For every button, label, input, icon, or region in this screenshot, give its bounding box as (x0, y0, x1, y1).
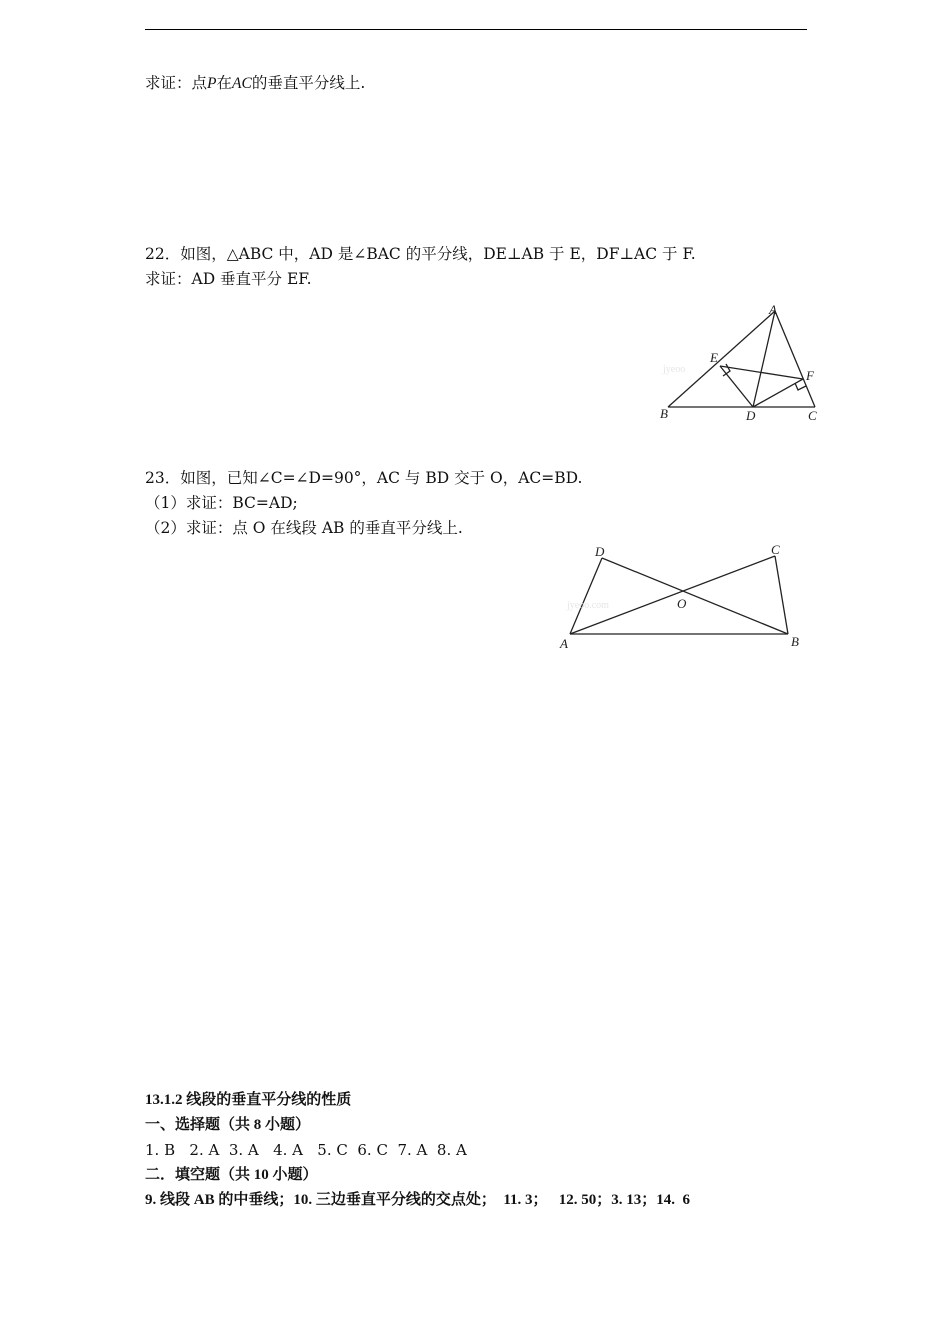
segment-ad (570, 558, 602, 634)
label-a: A (769, 302, 777, 317)
label-c: C (808, 408, 817, 423)
q23-watermark: jyeoo.com (567, 600, 609, 611)
point-p: P (207, 75, 217, 92)
answers-section-fill: 二．填空题（共 10 小题） (145, 1167, 318, 1183)
segment-cb (775, 556, 788, 634)
label-c: C (771, 542, 780, 557)
q23-figure (555, 538, 810, 656)
answers-fill: 9. 线段 AB 的中垂线；10. 三边垂直平分线的交点处； 11. 3； 12. 50；3. 13；14. 6 (145, 1192, 691, 1208)
q22-watermark: jyeoo (663, 364, 686, 375)
answers-choices: 1. B 2. A 3. A 4. A 5. C 6. C 7. A 8. A (145, 1141, 467, 1159)
label-a: A (560, 636, 568, 651)
q23-part1: （1）求证：BC=AD; (145, 494, 298, 512)
right-angle-f (795, 383, 806, 390)
label-d: D (746, 408, 756, 423)
label-b: B (791, 634, 799, 649)
side-ba (668, 311, 775, 407)
segment-ac (570, 556, 775, 634)
q22-statement: 22．如图，△ABC 中，AD 是∠BAC 的平分线，DE⊥AB 于 E，DF⊥AC 于 F. (145, 245, 696, 263)
side-ac (775, 311, 815, 407)
q23-part2: （2）求证：点 O 在线段 AB 的垂直平分线上. (145, 519, 463, 537)
header-rule (145, 29, 807, 30)
segment-ad (753, 311, 775, 407)
label-o: O (677, 596, 687, 611)
answers-title: 13.1.2 线段的垂直平分线的性质 (145, 1092, 352, 1108)
q22-figure (655, 300, 830, 430)
q22-prove: 求证：AD 垂直平分 EF. (145, 270, 312, 288)
segment-ac: AC (232, 75, 252, 92)
answers-section-choice: 一、选择题（共 8 小题） (145, 1117, 311, 1133)
label-b: B (660, 406, 668, 421)
label-f: F (806, 368, 814, 383)
q21-prove-line: 求证：点P在AC的垂直平分线上. (145, 74, 366, 92)
segment-db (602, 558, 788, 634)
segment-de (720, 366, 753, 407)
q23-statement: 23．如图，已知∠C=∠D=90°，AC 与 BD 交于 O，AC=BD. (145, 469, 583, 487)
label-d: D (595, 544, 605, 559)
label-e: E (710, 350, 718, 365)
